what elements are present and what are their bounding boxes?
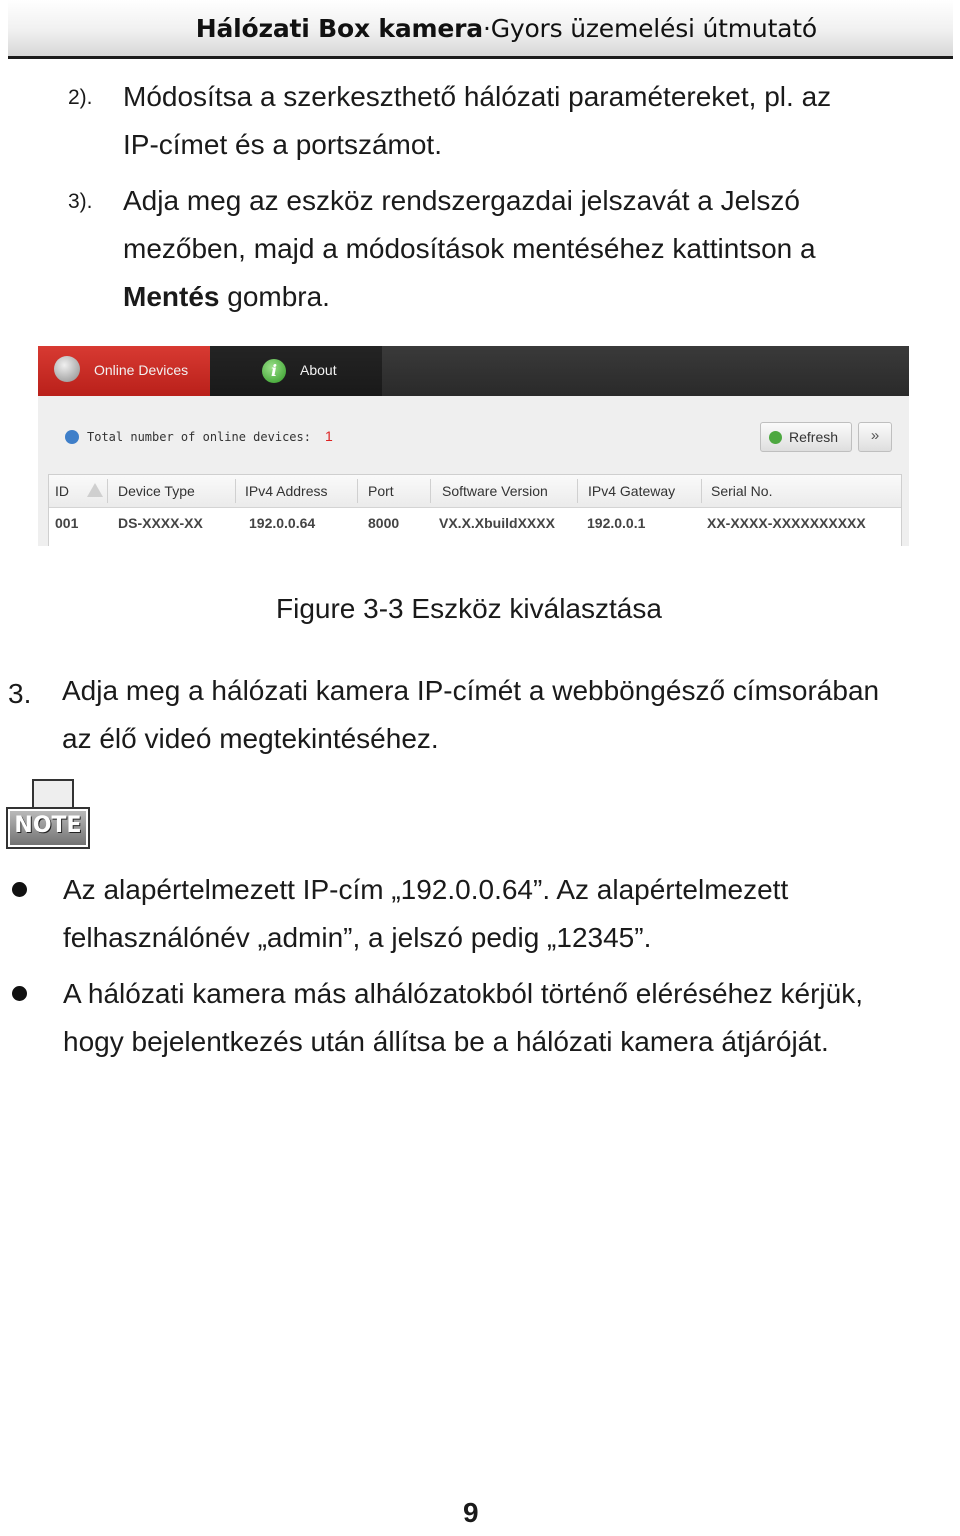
tab-online-devices[interactable] <box>38 346 210 396</box>
cell-software: VX.X.XbuildXXXX <box>439 515 555 531</box>
note-icon <box>6 779 90 849</box>
info-bubble-icon <box>65 430 79 444</box>
column-header-device-type[interactable]: Device Type <box>118 483 195 499</box>
cell-serial: XX-XXXX-XXXXXXXXXX <box>707 515 866 531</box>
header-title-bold: Hálózati Box kamera <box>195 14 483 43</box>
figure-caption: Figure 3-3 Eszköz kiválasztása <box>276 593 662 624</box>
header-separator: · <box>482 14 491 43</box>
substep-line: Adja meg az eszköz rendszergazdai jelszavát a Jelszó <box>123 185 801 216</box>
substep-line-rest: gombra. <box>219 281 330 312</box>
step-number: 3. <box>8 678 32 709</box>
column-separator <box>701 479 702 503</box>
column-header-port[interactable]: Port <box>368 483 394 499</box>
page-number: 9 <box>463 1497 479 1528</box>
expand-button[interactable]: » <box>858 422 892 452</box>
refresh-icon <box>769 431 782 444</box>
total-devices-count: 1 <box>325 428 333 444</box>
note-badge <box>6 807 90 849</box>
column-header-id[interactable]: ID <box>55 483 69 499</box>
cell-ipv4: 192.0.0.64 <box>249 515 316 531</box>
table-header <box>49 475 901 508</box>
substep-text <box>123 73 831 169</box>
save-keyword: Mentés <box>123 281 220 312</box>
column-separator <box>107 479 108 503</box>
sort-arrow-icon <box>87 483 103 497</box>
substep-line: mezőben, majd a módosítások mentéséhez kattintson a <box>123 233 816 264</box>
step-text <box>62 667 879 763</box>
column-header-serial-no[interactable]: Serial No. <box>711 483 773 499</box>
substep-text <box>123 177 816 321</box>
column-separator <box>430 479 431 503</box>
online-devices-icon <box>54 356 80 382</box>
note-label: NOTE <box>14 813 82 838</box>
cell-port: 8000 <box>368 515 400 531</box>
substep-line: Módosítsa a szerkeszthető hálózati paramétereket, pl. az <box>123 81 832 112</box>
bullet-icon <box>12 986 27 1001</box>
column-separator <box>577 479 578 503</box>
cell-gateway: 192.0.0.1 <box>587 515 646 531</box>
header-title-rest: Gyors üzemelési útmutató <box>490 14 817 43</box>
note-line: hogy bejelentkezés után állítsa be a hálózati kamera átjáróját. <box>63 1026 829 1057</box>
substep-number: 2). <box>68 86 93 109</box>
note-bullet-text <box>63 970 863 1066</box>
column-separator <box>235 479 236 503</box>
substep-line: IP-címet és a portszámot. <box>123 129 442 160</box>
column-header-ipv4-gateway[interactable]: IPv4 Gateway <box>588 483 676 499</box>
column-header-ipv4-address[interactable]: IPv4 Address <box>245 483 328 499</box>
bullet-icon <box>12 882 27 897</box>
device-table <box>48 474 902 546</box>
step-line: Adja meg a hálózati kamera IP-címét a webböngésző címsorában <box>62 675 880 706</box>
tab-label: Online Devices <box>94 362 189 378</box>
note-line: felhasználónév „admin”, a jelszó pedig „12345”. <box>63 922 652 953</box>
device-list-screenshot <box>38 346 909 546</box>
info-icon: i <box>262 359 286 383</box>
step-line: az élő videó megtekintéséhez. <box>62 723 439 754</box>
header-title <box>196 14 817 43</box>
substep-line <box>123 273 816 321</box>
substep-number: 3). <box>68 190 93 213</box>
cell-device-type: DS-XXXX-XX <box>118 515 203 531</box>
total-devices-label: Total number of online devices: <box>87 430 311 444</box>
note-line: A hálózati kamera más alhálózatokból történő eléréséhez kérjük, <box>63 978 863 1009</box>
tab-about[interactable] <box>210 346 382 396</box>
refresh-button[interactable] <box>760 422 852 452</box>
column-header-software-version[interactable]: Software Version <box>442 483 548 499</box>
note-bullet-text <box>63 866 788 962</box>
tab-label: About <box>300 362 337 378</box>
column-separator <box>357 479 358 503</box>
refresh-label: Refresh <box>789 429 839 445</box>
page-header <box>8 0 953 59</box>
note-line: Az alapértelmezett IP-cím „192.0.0.64”. Az alapértelmezett <box>63 874 789 905</box>
cell-id: 001 <box>55 515 79 531</box>
